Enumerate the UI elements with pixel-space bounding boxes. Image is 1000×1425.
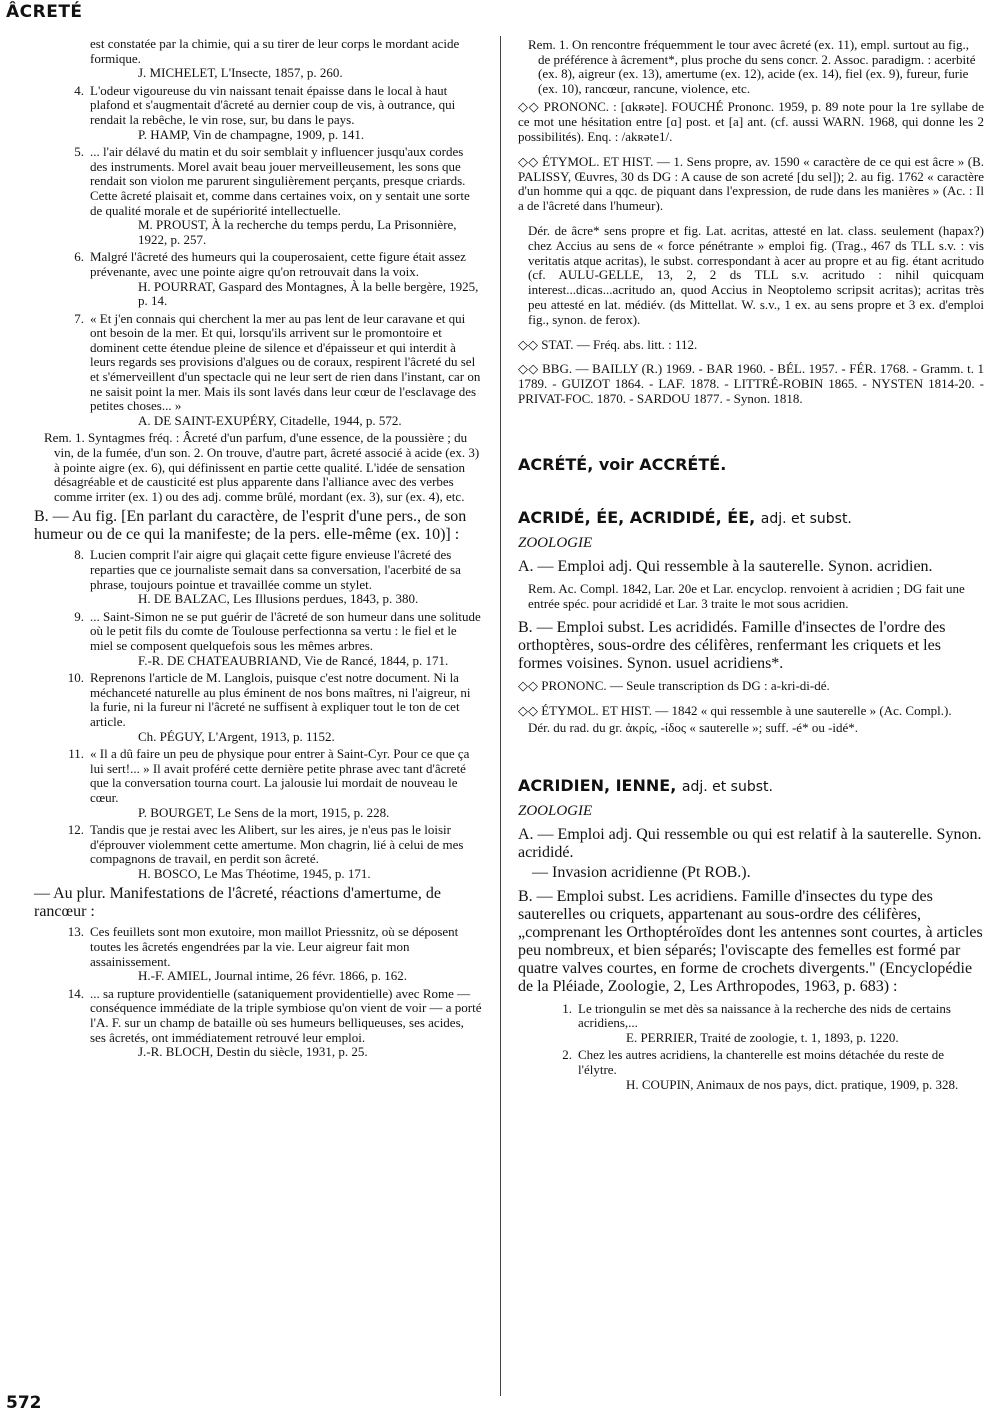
example-6: [58, 250, 482, 308]
page-number: 572: [6, 1393, 42, 1413]
citation-source: J. MICHELET, L'Insecte, 1857, p. 260.: [138, 65, 343, 81]
example-11: [58, 747, 482, 820]
example-text: ... sa rupture providentielle (sataniquement providentielle) avec Rome — conséquence immédiate de la triple symbiose qu'on vient de voir — a porté l'A. F. sur un champ de bataille où ses humeurs belliqueuses, ses acides, ses âcretés, ont immédiatement retrouvé leur emploi.: [90, 985, 482, 1045]
acridien-example-1: [546, 1002, 984, 1046]
example-source: M. PROUST, À la recherche du temps perdu, La Prisonnière, 1922, p. 257.: [138, 217, 457, 247]
example-14: [58, 987, 482, 1060]
example-text: L'odeur vigoureuse du vin naissant tenait épaisse dans le local à haut plafond et s'augmentait d'âcreté au dernier coup de vis, à outrance, qui rendait la rebêche, le vin rose, sur, bu dans le pays.: [90, 82, 456, 127]
example-4: [58, 84, 482, 142]
example-number: 13.: [67, 924, 84, 940]
etymology-section: ◇◇ ÉTYMOL. ET HIST. — 1. Sens propre, av. 1590 « caractère de ce qui est âcre » (B. PALISSY, Œuvres, 30 ds DG : A cause de son acreté [du sel]); 2. au fig. 1762 « caractère d'un homme qui a qqc. de piquant dans l'expression, de rude dans les manières » (Ac. : Il a de l'âcreté dans l'humeur).: [518, 153, 984, 214]
remark-1: Rem. 1. Syntagmes fréq. : Âcreté d'un parfum, d'une essence, de la poussière ; du vin, de la fumée, d'un son. 2. On trouve, d'autre part, âcreté associé à acide (ex. 3) à pointe aigre (ex. 6), qui définissent en partie cette qualité. L'idée de sensation désagréable et de causticité est plus apparente dans l'alliance avec des verbes comme irriter (ex. 1) ou des adj. comme brûlé, mordant (ex. 3), sur (ex. 4), etc.: [44, 430, 480, 504]
example-number: 12.: [67, 822, 84, 838]
sense-b: B. — Emploi subst. Les acridiens. Famille d'insectes du type des sauterelles ou criquets, appartenant au sous-ordre des célifères, „comprenant les Orthoptéroïdes dont les antennes sont courtes, à articles peu nombreux, et bien séparés; l'oviscapte des femelles est formé par quatre valves courtes, en forme de crochets divergents." (Encyclopédie de la Pléiade, Zoologie, 2, Les Arthropodes, 1963, p. 683) :: [518, 887, 983, 995]
example-12: [58, 823, 482, 881]
remark: Rem. Ac. Compl. 1842, Lar. 20e et Lar. encyclop. renvoient à acridien ; DG fait une entrée spéc. pour acrididé et Lar. 3 traite le mot sous acridien.: [528, 580, 965, 611]
spacer: [518, 417, 984, 455]
example-number: 1.: [562, 1000, 572, 1016]
example-number: 10.: [67, 670, 84, 686]
section-b-figurative: B. — Au fig. [En parlant du caractère, de l'esprit d'une pers., de son humeur ou de ce qui la manifeste; de la pers. elle-même (ex. 10)] :: [34, 508, 467, 544]
example-text: ... l'air délavé du matin et du soir semblait y influencer jusqu'aux cordes des instruments. Morel avait beau jouer merveilleusement, les sons que rendait son violon me parurent singulièrement perçants, presque criards. Cette âcreté plaisait et, comme dans certaines voix, on y sentait une sorte de qualité morale et de supériorité intellectuelle.: [90, 144, 470, 218]
sense-a-example: — Invasion acridienne (Pt ROB.).: [532, 863, 751, 881]
example-number: 6.: [74, 249, 84, 265]
example-text: Le triongulin se met dès sa naissance à la recherche des nids de certains acridiens,...: [578, 1000, 951, 1031]
example-text: « Et j'en connais qui cherchent la mer au pas lent de leur caravane et qui ont besoin de la mer. Et qui, lorsqu'ils arrivent sur le promontoire et dominent cette étendue pleine de silence et d'épaisseur et qui interdit à leurs regards ses provisions d'algues ou de coraux, respirent l'âcreté du sel et s'émerveillent d'un spectacle qui ne leur sert de rien dans l'instant, car on ne saisit point la mer. Mais ils sont lavés dans leur cœur de l'esclavage des petites choses... »: [90, 310, 481, 414]
sense-b: B. — Emploi subst. Les acrididés. Famille d'insectes de l'ordre des orthoptères, sous-ordre des célifères, renfermant les criquets et les formes voisines. Synon. usuel acridiens*.: [518, 619, 946, 673]
entry-acride-title: [518, 508, 984, 527]
pronunciation-section: ◇◇ PRONONC. — Seule transcription ds DG : a-kri-di-dé.: [518, 678, 830, 694]
pronunciation-section: ◇◇ PRONONC. : [ɑkʀəte]. FOUCHÉ Prononc. 1959, p. 89 note pour la 1re syllabe de ce mot une hésitation entre [ɑ] post. et [a] ant. (cf. aussi WARN. 1968, qui donne les 2 possibilités). Enq. : /akʀəte1/.: [518, 99, 984, 144]
example-text: ... Saint-Simon ne se put guérir de l'âcreté de son humeur dans une solitude où le petit fils du comte de Toulouse perfectionna sa vertu : le fiel et le miel se composent quelquefois sous les mêmes arbres.: [90, 608, 481, 653]
headword: ACRIDIEN, IENNE,: [518, 775, 677, 795]
example-text: Reprenons l'article de M. Langlois, puisque c'est notre document. Ni la méchanceté naturelle au plus éminent de nos bons maîtres, ni l'aigreur, ni la furie, ni la fureur ni l'âcreté ne suffisent à expliquer tout le ton de cet article.: [90, 670, 471, 729]
example-number: 9.: [74, 608, 84, 624]
example-text: Malgré l'âcreté des humeurs qui la couperosaient, cette figure était assez prévenante, avec une pointe aigre qu'on retrouvait dans la voix.: [90, 249, 466, 279]
sense-a: A. — Emploi adj. Qui ressemble à la sauterelle. Synon. acridien.: [518, 557, 933, 575]
example-source: J.-R. BLOCH, Destin du siècle, 1931, p. 25.: [138, 1044, 368, 1060]
part-of-speech: adj. et subst.: [760, 510, 852, 527]
example-8: [58, 548, 482, 606]
remark-usage: Rem. 1. On rencontre fréquemment le tour avec âcreté (ex. 11), empl. surtout au fig., de préférence à âcrement*, plus proche du sens concr. 2. Assoc. paradigm. : acerbité (ex. 8), aigreur (ex. 13), amertume (ex. 12), acide (ex. 14), fiel (ex. 9), fureur, furie (ex. 10), rancœur, rancune, violence, etc.: [528, 37, 976, 96]
sense-a: A. — Emploi adj. Qui ressemble ou qui est relatif à la sauterelle. Synon. acrididé.: [518, 825, 982, 861]
example-text: Tandis que je restai avec les Alibert, sur les aires, je n'eus pas le loisir d'éprouver violemment cette amertume. Mon chagrin, lié à celui de mes compagnons de travail, en perdit son âcreté.: [90, 822, 464, 867]
example-source: H. POURRAT, Gaspard des Montagnes, À la belle bergère, 1925, p. 14.: [138, 278, 479, 309]
example-source: H. DE BALZAC, Les Illusions perdues, 1843, p. 380.: [138, 591, 419, 607]
example-source: P. BOURGET, Le Sens de la mort, 1915, p. 228.: [138, 804, 390, 820]
entry-acrete-crossref: ACRÉTÉ, voir ACCRÉTÉ.: [518, 454, 727, 474]
continued-citation: [58, 37, 482, 81]
example-5: [58, 145, 482, 247]
example-number: 2.: [562, 1047, 572, 1063]
example-source: H.-F. AMIEL, Journal intime, 26 févr. 1866, p. 162.: [138, 968, 408, 984]
example-number: 8.: [74, 547, 84, 563]
example-source: P. HAMP, Vin de champagne, 1909, p. 141.: [138, 126, 365, 142]
column-divider: [500, 36, 501, 1396]
example-number: 7.: [74, 310, 84, 326]
statistics-section: ◇◇ STAT. — Fréq. abs. litt. : 112.: [518, 336, 698, 352]
headword: ACRIDÉ, ÉE, ACRIDIDÉ, ÉE,: [518, 507, 756, 527]
example-9: [58, 610, 482, 668]
running-title: ÂCRETÉ: [6, 2, 83, 22]
etymology-derivation: Dér. du rad. du gr. ἀκρίς, -ίδος « sauterelle »; suff. -é* ou -idé*.: [528, 719, 859, 735]
spacer: [518, 482, 984, 508]
spacer: [518, 746, 984, 776]
example-source: F.-R. DE CHATEAUBRIAND, Vie de Rancé, 1844, p. 171.: [138, 652, 449, 668]
entry-acridien-title: [518, 776, 984, 795]
etymology-derivation: Dér. de âcre* sens propre et fig. Lat. acritas, attesté en lat. class. seulement (hapax?) chez Accius au sens de « force pénétrante » emploi fig. (Trag., 467 ds TLL s.v. : vis veritatis atque acritas), le subst. correspondant à acer au propre et au fig. étant acritudo (cf. AULU-GELLE, 13, 2, 2 ds TLL s.v. acritudo : nihil quicquam interest...dicas...acritudo an, quod Accius in Neoptolemo scripsit acritas); acritas très peu attesté en lat. médiév. (ds Mittellat. W. s.v., 1 ex. au sens propre et 3 ex. d'emploi fig., synon. de ferox).: [528, 222, 984, 327]
etymology-section: ◇◇ ÉTYMOL. ET HIST. — 1842 « qui ressemble à une sauterelle » (Ac. Compl.).: [518, 703, 952, 719]
example-source: E. PERRIER, Traité de zoologie, t. 1, 1893, p. 1220.: [626, 1029, 899, 1045]
part-of-speech: adj. et subst.: [681, 778, 773, 795]
example-source: H. BOSCO, Le Mas Théotime, 1945, p. 171.: [138, 865, 371, 881]
acridien-example-2: [546, 1048, 984, 1092]
example-number: 5.: [74, 144, 84, 160]
citation-text: est constatée par la chimie, qui a su tirer de leur corps le mordant acide formique.: [90, 36, 460, 66]
example-text: Chez les autres acridiens, la chanterelle est moins détachée du reste de l'élytre.: [578, 1047, 945, 1078]
left-column: [34, 36, 482, 1063]
example-number: 11.: [68, 746, 84, 762]
example-text: « Il a dû faire un peu de physique pour entrer à Saint-Cyr. Pour ce que ça lui sert!... » Il avait proféré cette dernière petite phrase avec tant d'âcreté que la conversation tourna court. La jalousie lui mordait de nouveau le cœur.: [90, 746, 470, 805]
domain-label: ZOOLOGIE: [518, 802, 593, 819]
au-plur-section: — Au plur. Manifestations de l'âcreté, réactions d'amertume, de rancœur :: [34, 885, 441, 921]
domain-label: ZOOLOGIE: [518, 534, 593, 551]
example-10: [58, 671, 482, 744]
example-source: A. DE SAINT-EXUPÉRY, Citadelle, 1944, p. 572.: [138, 412, 402, 428]
example-7: [58, 312, 482, 429]
example-source: H. COUPIN, Animaux de nos pays, dict. pratique, 1909, p. 328.: [626, 1076, 959, 1092]
example-number: 4.: [74, 82, 84, 98]
example-number: 14.: [67, 985, 84, 1001]
right-column: [518, 36, 984, 1095]
example-text: Ces feuillets sont mon exutoire, mon maillot Priessnitz, où se déposent toutes les âcretés engendrées par la vie. Leur aigreur fait mon assainissement.: [90, 924, 459, 969]
example-13: [58, 925, 482, 983]
bibliography-section: ◇◇ BBG. — BAILLY (R.) 1969. - BAR 1960. - BÉL. 1957. - FÉR. 1768. - Gramm. t. 1 1789. - GUIZOT 1864. - LAF. 1878. - LITTRÉ-ROBIN 1865. - NYSTEN 1814-20. - PRIVAT-FOC. 1870. - SARDOU 1877. - Synon. 1818.: [518, 361, 984, 406]
example-source: Ch. PÉGUY, L'Argent, 1913, p. 1152.: [138, 728, 335, 744]
example-text: Lucien comprit l'air aigre qui glaçait cette figure envieuse l'âcreté des reparties que ce journaliste semait dans sa conversation, l'acerbité de sa phrase, toujours pointue et travaillée comme un stylet.: [90, 547, 461, 592]
